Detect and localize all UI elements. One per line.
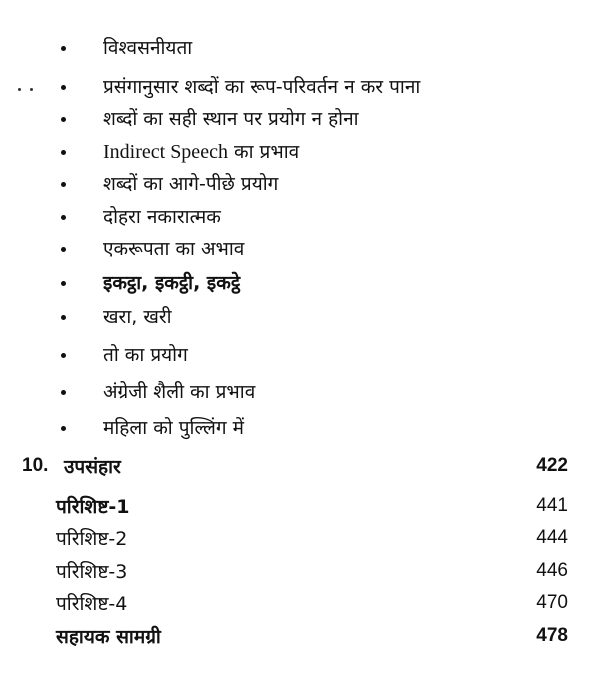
- appendix-title: परिशिष्ट-4: [56, 593, 128, 615]
- bullet-item-female-masculine: [0, 413, 600, 443]
- bullet-dot-icon: [61, 117, 66, 122]
- resources-row: [0, 623, 600, 655]
- bullet-dot-icon: [61, 85, 66, 90]
- bullet-item-credibility: [0, 33, 600, 63]
- bullet-item-english-style: [0, 377, 600, 407]
- appendix-row-1: [0, 493, 600, 523]
- bullet-item-word-order: [0, 169, 600, 199]
- bullet-item-word-placement: [0, 104, 600, 134]
- bullet-dot-icon: [61, 247, 66, 252]
- appendix-page-number: 470: [536, 592, 568, 613]
- bullet-dot-icon: [61, 353, 66, 358]
- bullet-text: विश्वसनीयता: [103, 37, 193, 59]
- bullet-item-indirect-speech: [0, 137, 600, 167]
- appendix-title: परिशिष्ट-1: [56, 496, 130, 518]
- bullet-text: शब्दों का आगे-पीछे प्रयोग: [103, 173, 279, 195]
- chapter-number: 10.: [22, 455, 49, 476]
- bullet-dot-icon: [61, 46, 66, 51]
- bullet-item-uniformity: [0, 234, 600, 264]
- resources-page-number: 478: [536, 625, 568, 646]
- bullet-item-form-change: [0, 72, 600, 102]
- bullet-text-english: Indirect Speech: [103, 141, 228, 163]
- bullet-text: महिला को पुल्लिंग में: [103, 417, 245, 439]
- bullet-text-hindi: का प्रभाव: [227, 141, 300, 163]
- appendix-page-number: 441: [536, 495, 568, 516]
- appendix-page-number: 446: [536, 560, 568, 581]
- chapter-page-number: 422: [536, 455, 568, 476]
- bullet-dot-icon: [61, 426, 66, 431]
- bullet-dot-icon: [61, 390, 66, 395]
- bullet-text: [103, 139, 299, 165]
- bullet-text: एकरूपता का अभाव: [103, 238, 245, 260]
- bullet-item-ikattha: [0, 268, 600, 298]
- bullet-text: प्रसंगानुसार शब्दों का रूप-परिवर्तन न कर पाना: [103, 76, 421, 98]
- bullet-dot-icon: [61, 281, 66, 286]
- appendix-row-2: [0, 525, 600, 555]
- appendix-title: परिशिष्ट-3: [56, 561, 128, 583]
- bullet-dot-icon: [61, 150, 66, 155]
- chapter-row-conclusion: [0, 453, 600, 483]
- bullet-dot-icon: [61, 182, 66, 187]
- bullet-dot-icon: [61, 315, 66, 320]
- bullet-item-khara: [0, 302, 600, 332]
- bullet-text: इकट्ठा, इकट्ठी, इकट्ठे: [103, 272, 241, 294]
- bullet-text: दोहरा नकारात्मक: [103, 206, 221, 228]
- bullet-item-to-usage: [0, 340, 600, 370]
- bullet-dot-icon: [61, 215, 66, 220]
- bullet-text: तो का प्रयोग: [103, 344, 188, 366]
- appendix-row-4: [0, 590, 600, 620]
- appendix-page-number: 444: [536, 527, 568, 548]
- appendix-row-3: [0, 558, 600, 588]
- bullet-text: खरा, खरी: [103, 306, 172, 328]
- bullet-text: शब्दों का सही स्थान पर प्रयोग न होना: [103, 108, 359, 130]
- resources-title: सहायक सामग्री: [56, 626, 161, 648]
- bullet-text: अंग्रेजी शैली का प्रभाव: [103, 381, 256, 403]
- bullet-item-double-negative: [0, 202, 600, 232]
- appendix-title: परिशिष्ट-2: [56, 528, 128, 550]
- chapter-title: उपसंहार: [64, 456, 121, 478]
